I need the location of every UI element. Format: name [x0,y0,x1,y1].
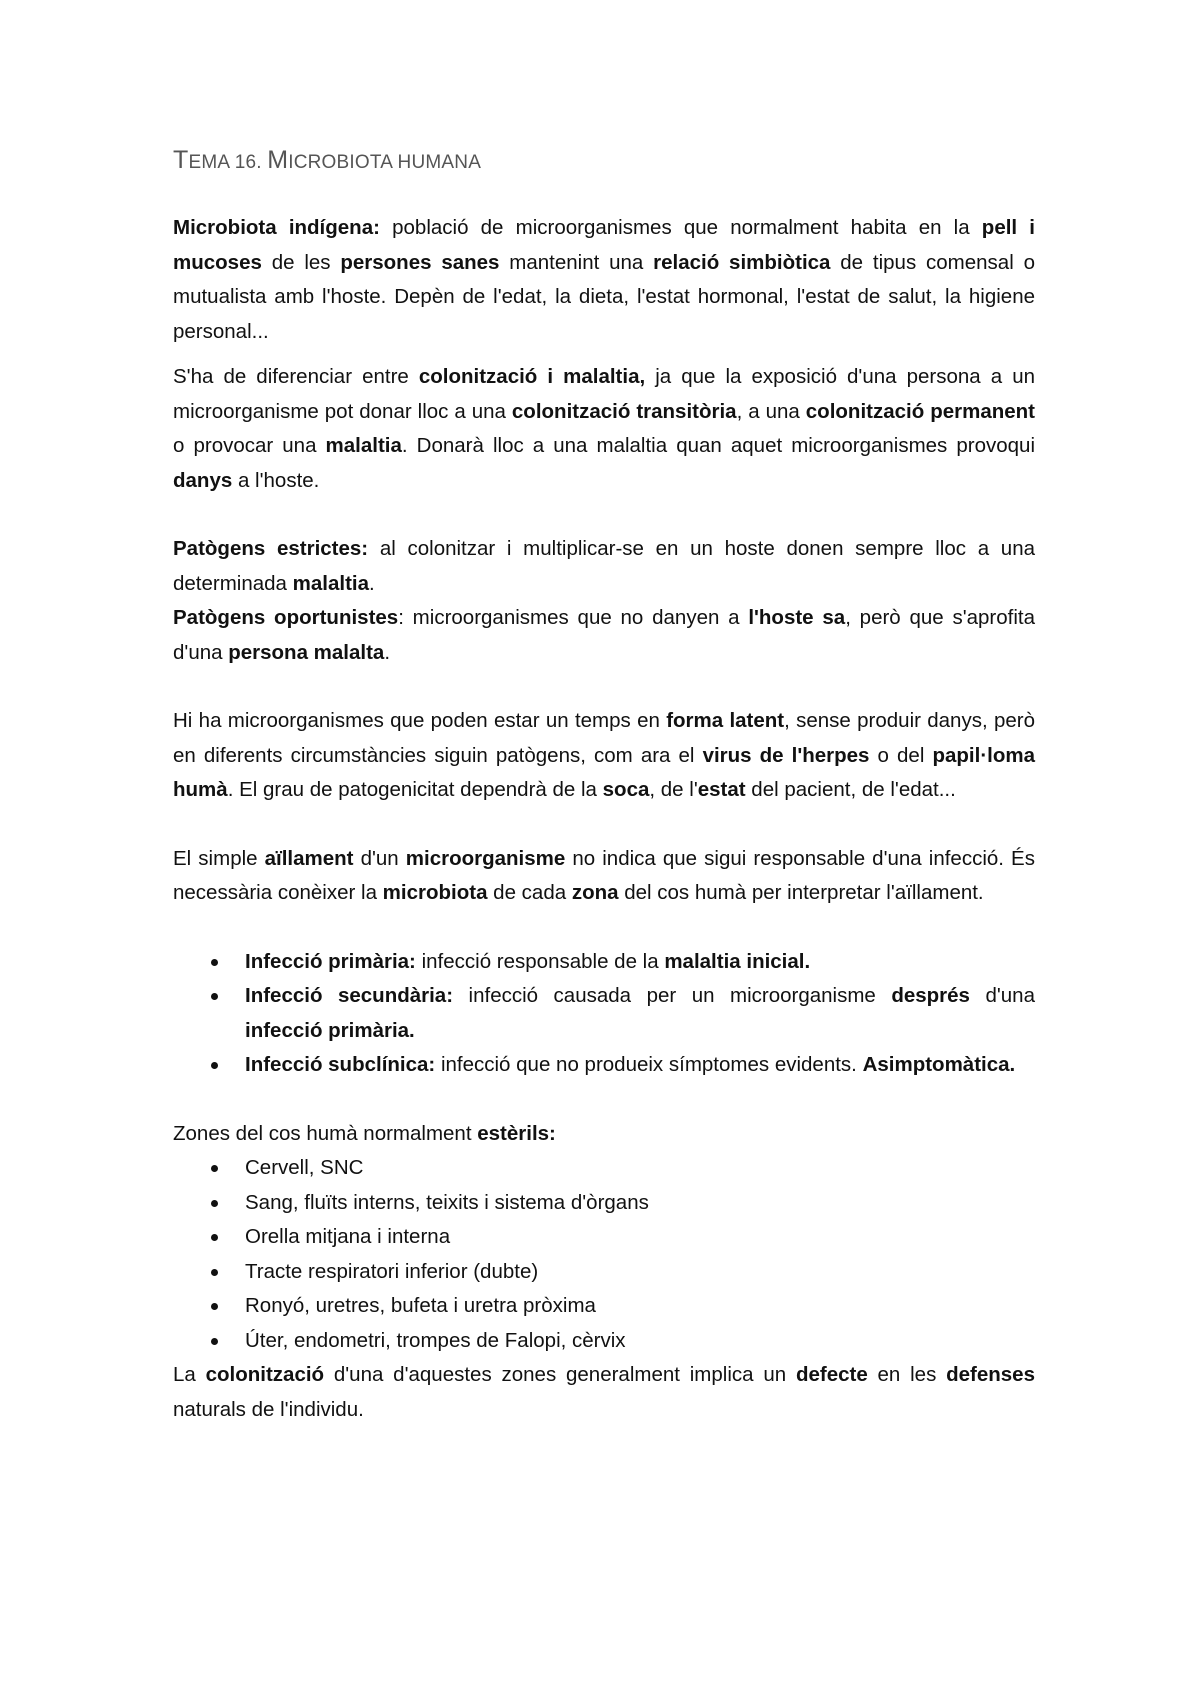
list-item: Infecció primària: infecció responsable de la malaltia inicial. [245,945,1035,980]
infection-types-list [173,945,1035,1083]
list-item: Ronyó, uretres, bufeta i uretra pròxima [245,1289,1035,1324]
paragraph-colonitzacio-zones: La colonització d'una d'aquestes zones generalment implica un defecte en les defenses naturals de l'individu. [173,1363,1035,1421]
paragraph-colonitzacio: S'ha de diferenciar entre colonització i malaltia, ja que la exposició d'una persona a un microorganisme pot donar lloc a una colonització transitòria, a una colonització permanent o provocar una malaltia. Donarà lloc a una malaltia quan aquet microorganismes provoqui danys a l'hoste. [173,365,1036,492]
list-item: Úter, endometri, trompes de Falopi, cèrvix [245,1324,1035,1359]
paragraph-patogens-estrictes: Patògens estrictes: al colonitzar i multiplicar-se en un hoste donen sempre lloc a una determinada malaltia. [173,537,1036,595]
document-page [173,146,1035,1427]
title-initial: T [173,146,189,174]
title-part: EMA 16. [188,152,268,173]
paragraph-forma-latent: Hi ha microorganismes que poden estar un temps en forma latent, sense produir danys, però en diferents circumstàncies siguin patògens, com ara el virus de l'herpes o del papil·loma humà. El grau de patogenicitat dependrà de la soca, de l'estat del pacient, de l'edat... [173,709,1035,801]
title-initial: M [267,146,289,174]
paragraph-microbiota-indigena: Microbiota indígena: població de microorganismes que normalment habita en la pell i mucoses de les persones sanes mantenint una relació simbiòtica de tipus comensal o mutualista amb l'hoste. Depèn de l'edat, la dieta, l'estat hormonal, l'estat de salut, la higiene personal... [173,216,1035,343]
page-title [173,146,1035,175]
title-part: ICROBIOTA HUMANA [288,152,482,173]
paragraph-patogens-oportunistes: Patògens oportunistes: microorganismes que no danyen a l'hoste sa, però que s'aprofita d'una persona malalta. [173,606,1036,664]
list-item: Infecció secundària: infecció causada per un microorganisme després d'una infecció primària. [245,979,1035,1048]
paragraph-aillament: El simple aïllament d'un microorganisme no indica que sigui responsable d'una infecció. És necessària conèixer la microbiota de cada zona del cos humà per interpretar l'aïllament. [173,846,1035,904]
sterile-zones-list [173,1151,1035,1358]
list-item: Cervell, SNC [245,1151,1035,1186]
list-item: Sang, fluïts interns, teixits i sistema d'òrgans [245,1186,1035,1221]
list-item: Infecció subclínica: infecció que no produeix símptomes evidents. Asimptomàtica. [245,1048,1035,1083]
list-item: Orella mitjana i interna [245,1220,1035,1255]
list-item: Tracte respiratori inferior (dubte) [245,1255,1035,1290]
paragraph-zones-esterils: Zones del cos humà normalment estèrils: [173,1121,556,1145]
